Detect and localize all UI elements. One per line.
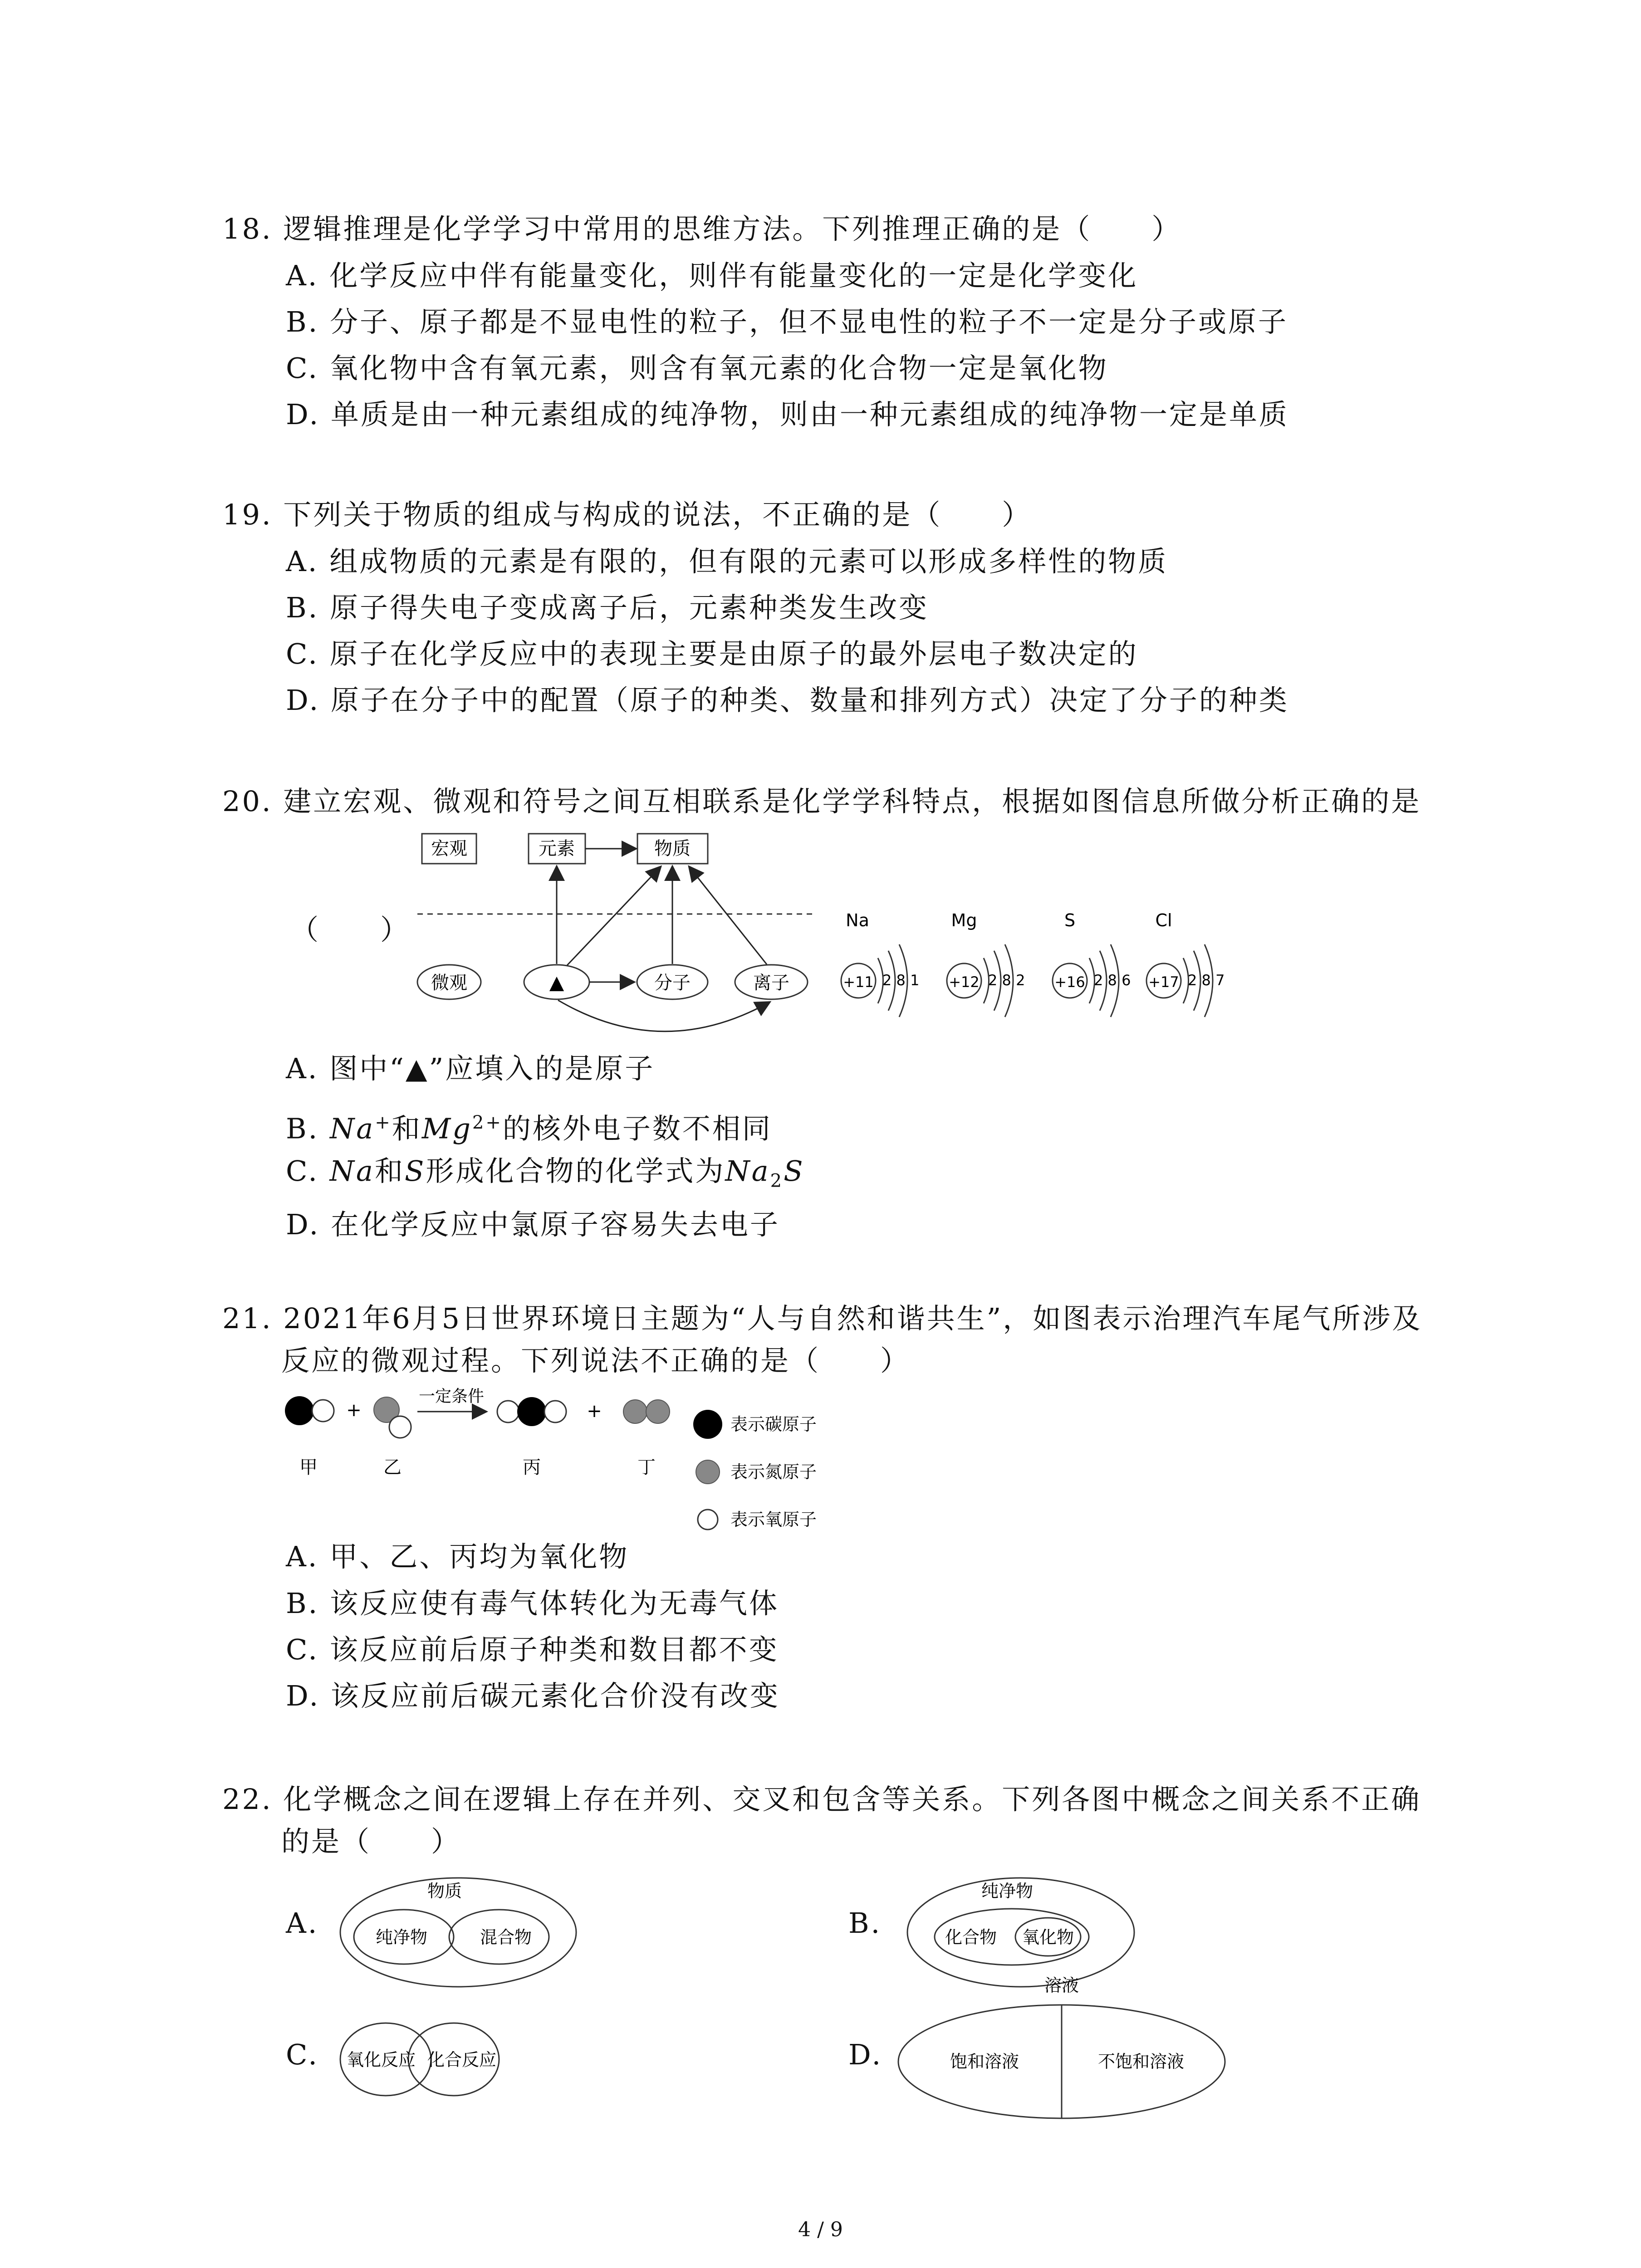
mg-nucleus: +12 [949,973,980,991]
q19-option-a: A. 组成物质的元素是有限的，但有限的元素可以形成多样性的物质 [286,545,1168,578]
label-jia: 甲 [299,1457,318,1478]
plus-1: + [346,1400,362,1421]
cl-symbol: Cl [1155,910,1172,930]
mg-formula: Mg [421,1112,472,1145]
label-ding: 丁 [637,1457,656,1478]
molecule-bing [497,1397,566,1426]
q22-diagram-a [336,1869,590,1991]
q18-option-b: B. 分子、原子都是不显电性的粒子，但不显电性的粒子不一定是分子或原子 [286,305,1288,338]
substance-label: 物质 [654,838,691,859]
na-symbol: Na [846,910,869,930]
legend-nitrogen: 表示氮原子 [730,1462,817,1482]
s-shells: 2 8 6 [1094,972,1131,989]
q18-stem: 18. 逻辑推理是化学学习中常用的思维方法。下列推理正确的是（ ） [222,212,1182,245]
q22-stem-line2: 的是（ ） [281,1825,461,1858]
legend-carbon: 表示碳原子 [730,1414,817,1434]
element-label: 元素 [539,838,575,859]
reaction-condition: 一定条件 [418,1387,485,1406]
q18-option-c: C. 氧化物中含有氧元素，则含有氧元素的化合物一定是氧化物 [286,352,1108,385]
s-symbol: S [1064,910,1076,930]
na2s-na: Na [725,1154,770,1188]
cl-nucleus: +17 [1148,973,1179,991]
cl-shells: 2 8 7 [1188,972,1225,989]
q20-option-a: A. 图中“▲”应填入的是原子 [286,1052,655,1085]
b-inner-label: 氧化物 [1022,1927,1074,1947]
s-symbol-c: S [404,1154,426,1188]
q21-reaction-diagram [281,1383,871,1547]
q21-option-b: B. 该反应使有毒气体转化为无毒气体 [286,1587,779,1620]
molecule-yi [374,1397,411,1438]
plus-2: + [587,1401,602,1422]
na-nucleus: +11 [843,973,874,991]
q19-option-b: B. 原子得失电子变成离子后，元素种类发生改变 [286,591,929,624]
micro-label: 微观 [431,973,467,993]
legend-carbon-icon [693,1410,722,1439]
cl-atom-diagram [1146,910,1225,1017]
macro-label: 宏观 [431,838,467,859]
d-left-label: 饱和溶液 [950,2052,1019,2072]
q20-option-c [286,1153,805,1199]
q22-diagram-d [894,1969,1248,2123]
q19-option-c: C. 原子在化学反应中的表现主要是由原子的最外层电子数决定的 [286,637,1138,670]
mg-shells: 2 8 2 [988,972,1025,989]
q20-option-b-letter: B. [286,1112,330,1145]
c-left-label: 氧化反应 [346,2050,416,2070]
q19-stem: 19. 下列关于物质的组成与构成的说法，不正确的是（ ） [222,498,1032,531]
q22-option-b-label: B. [848,1906,882,1940]
q20-atom-structures [835,907,1243,1025]
na-charge: + [375,1112,392,1133]
na-formula: Na [329,1112,375,1145]
q21-stem-line1: 21. 2021年6月5日世界环境日主题为“人与自然和谐共生”，如图表示治理汽车尾气所涉及 [222,1302,1422,1335]
na2s-subscript: 2 [770,1170,784,1192]
q21-stem-line2: 反应的微观过程。下列说法不正确的是（ ） [281,1344,911,1377]
q20-option-c-mid: 形成化合物的化学式为 [426,1154,725,1188]
ion-label: 离子 [753,973,789,993]
triangle-placeholder: ▲ [549,971,564,993]
q22-option-a-label: A. [286,1906,319,1940]
q20-option-b-and: 和 [392,1112,422,1145]
q20-stem: 20. 建立宏观、微观和符号之间互相联系是化学学科特点，根据如图信息所做分析正确的是 [222,785,1421,818]
molecule-label: 分子 [654,973,691,993]
q22-diagram-c [331,2014,540,2105]
q22-option-c-label: C. [286,2038,319,2071]
a-left-label: 纯净物 [375,1927,428,1947]
d-outer-label: 溶液 [1044,1975,1079,1995]
page-number: 4 / 9 [798,2218,843,2241]
q20-option-c-letter: C. [286,1154,330,1188]
s-nucleus: +16 [1054,973,1085,991]
q20-option-d: D. 在化学反应中氯原子容易失去电子 [286,1208,780,1241]
molecule-ding [623,1400,670,1423]
q20-macro-micro-diagram [408,826,835,1061]
mg-symbol: Mg [951,910,977,930]
b-left-label: 化合物 [945,1927,997,1947]
q20-option-b [286,1105,772,1147]
label-yi: 乙 [383,1457,402,1478]
q21-option-a: A. 甲、乙、丙均为氧化物 [286,1540,629,1573]
mg-atom-diagram [947,910,1025,1017]
a-right-label: 混合物 [480,1927,532,1947]
b-outer-label: 纯净物 [981,1881,1034,1901]
legend-oxygen-icon [698,1510,718,1530]
legend-oxygen: 表示氧原子 [730,1510,817,1530]
a-outer-label: 物质 [427,1881,462,1901]
q20-answer-paren: （ ） [290,913,411,946]
na-shells: 2 8 1 [882,972,920,989]
na-atom-diagram [841,910,919,1017]
q22-option-d-label: D. [848,2038,883,2071]
label-bing: 丙 [523,1457,541,1478]
na2s-s: S [784,1154,805,1188]
na-symbol-c: Na [329,1154,375,1188]
legend-nitrogen-icon [696,1460,720,1484]
molecule-jia [285,1396,334,1425]
q20-option-b-rest: 的核外电子数不相同 [502,1112,772,1145]
q22-stem-line1: 22. 化学概念之间在逻辑上存在并列、交叉和包含等关系。下列各图中概念之间关系不正确 [222,1783,1421,1816]
s-atom-diagram [1053,910,1131,1017]
d-right-label: 不饱和溶液 [1097,2052,1185,2072]
q21-option-c: C. 该反应前后原子种类和数目都不变 [286,1633,779,1666]
q21-option-d: D. 该反应前后碳元素化合价没有改变 [286,1679,780,1712]
q20-option-c-and: 和 [374,1154,405,1188]
q19-option-d: D. 原子在分子中的配置（原子的种类、数量和排列方式）决定了分子的种类 [286,684,1289,717]
q18-option-a: A. 化学反应中伴有能量变化，则伴有能量变化的一定是化学变化 [286,259,1138,292]
mg-charge: 2+ [472,1112,503,1133]
c-right-label: 化合反应 [427,2050,497,2070]
q18-option-d: D. 单质是由一种元素组成的纯净物，则由一种元素组成的纯净物一定是单质 [286,398,1289,431]
